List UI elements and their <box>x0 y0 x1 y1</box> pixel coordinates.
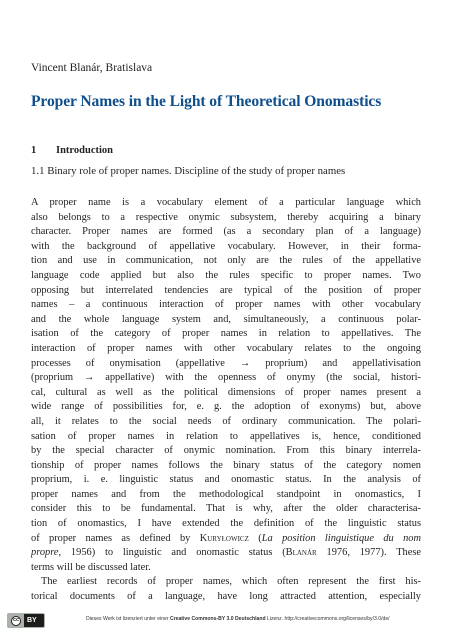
body-text <box>31 196 421 605</box>
citation-text: ( <box>248 532 262 544</box>
body-line: isation of the category of proper names in relation to appellatives. The <box>31 328 421 340</box>
citation-text: of proper names as defined by <box>31 532 200 544</box>
body-line: terms will be discussed later. <box>31 561 151 573</box>
body-line: character. Proper names are formed (as a secondary plan of a language) <box>31 226 421 238</box>
license-name: Creative Commons-BY 3.0 Deutschland <box>169 616 266 622</box>
citation-work: propre <box>31 547 59 559</box>
body-line: The earliest records of proper names, which often represent the first his- <box>41 576 421 588</box>
section-label: Introduction <box>56 145 113 156</box>
body-line: with the background of appellative vocabulary. However, in their forma- <box>31 240 421 252</box>
cc-by-label: BY <box>27 617 37 624</box>
body-line: opposing but interrelated tendencies are typical of the position of proper <box>31 284 421 296</box>
citation-work: La position linguistique du nom <box>261 532 422 544</box>
body-line: interaction of proper names with other vocabulary relates to the ongoing <box>31 342 421 354</box>
body-line: torical documents of a language, have long attracted attention, especially <box>31 591 421 603</box>
body-line: consider this to be fundamental. That is why, after the older characterisa- <box>31 503 421 515</box>
cc-logo-icon <box>8 614 24 627</box>
paper-title: Proper Names in the Light of Theoretical Onomastics <box>31 93 382 110</box>
cc-by-badge-icon[interactable] <box>7 613 45 628</box>
license-text <box>86 616 390 622</box>
body-line: language code applied but also the rules specific to proper names. Two <box>31 269 421 281</box>
author-line: Vincent Blanár, Bratislava <box>31 62 153 74</box>
body-line: by the special character of onymic nomination. From this binary interrela- <box>31 445 421 457</box>
body-line: and the whole language system and, simultaneously, a continuous polar- <box>31 313 421 325</box>
body-line: A proper name is a vocabulary element of a particular language which <box>31 197 421 208</box>
citation-author: Blanár <box>285 547 317 559</box>
body-line: tion and use in communication, not only are the rules of the appellative <box>31 255 421 267</box>
citation-text: , 1956) to linguistic and onomastic status ( <box>58 547 286 559</box>
body-line: names – a continuous interaction of proper names with other vocabulary <box>31 299 421 311</box>
body-line: cal, cultural as well as the political dimensions of proper names present a <box>31 386 421 398</box>
body-line: all, it relates to the social needs of ordinary communication. The polari- <box>31 415 421 427</box>
license-link[interactable]: Lizenz. http://creativecommons.org/licenses/by/3.0/de/ <box>265 616 390 622</box>
body-line: sation of proper names in relation to appellatives is, hence, conditioned <box>31 430 421 442</box>
citation-line <box>31 546 421 561</box>
body-line: tionship of proper names follows the binary status of the category nomen <box>31 459 421 471</box>
license-pre: Dieses Werk ist lizenziert unter einer <box>86 616 170 622</box>
body-line: wide range of possibilities for, e. g. the adoption of exonyms) but, above <box>31 401 421 413</box>
section-number: 1 <box>31 145 37 156</box>
citation-author: Kuryłowicz <box>199 532 249 544</box>
citation-text: 1976, 1977). These <box>316 547 422 559</box>
subsection-heading: 1.1 Binary role of proper names. Discipline of the study of proper names <box>31 165 346 177</box>
cc-circle: cc <box>11 616 21 626</box>
body-line: processes of onymisation (appellative → proprium) and appellativisation <box>31 357 421 369</box>
section-heading <box>31 145 113 156</box>
license-footer <box>0 612 451 628</box>
body-line: proper names and from the methodological standpoint in onomastics, I <box>31 488 421 500</box>
body-line: tion of onomastics, I have extended the definition of the linguistic status <box>31 518 421 530</box>
body-line: proprium, i. e. linguistic status and onomastic status. In the analysis of <box>31 474 421 486</box>
body-line: (proprium → appellative) with the openness of onymy (the social, histori- <box>31 372 421 384</box>
body-line: also belongs to a respective onymic subsystem, thereby acquiring a binary <box>31 211 421 223</box>
citation-line <box>31 532 421 547</box>
